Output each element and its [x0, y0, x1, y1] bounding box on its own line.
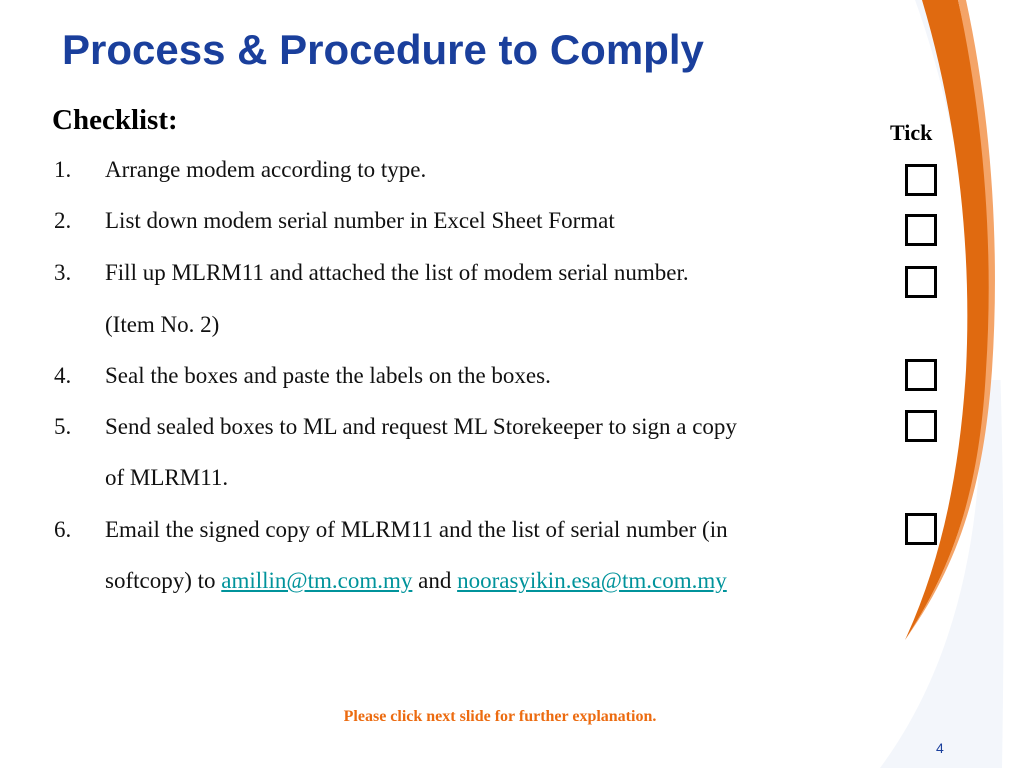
tick-checkbox-5[interactable]: [905, 410, 937, 442]
email-link-amillin[interactable]: amillin@tm.com.my: [221, 568, 413, 593]
tick-column-header: Tick: [890, 120, 933, 145]
item-text: Send sealed boxes to ML and request ML Storekeeper to sign a copy: [105, 414, 737, 439]
item-text: Fill up MLRM11 and attached the list of modem serial number.: [105, 260, 689, 285]
item-number: 3.: [54, 260, 72, 285]
connector-text: and: [412, 568, 458, 593]
item-text: Arrange modem according to type.: [105, 157, 427, 182]
tick-checkbox-4[interactable]: [905, 359, 937, 391]
footer-note: Please click next slide for further explanation.: [343, 708, 657, 725]
item-text: Email the signed copy of MLRM11 and the list of serial number (in: [105, 517, 728, 542]
item-number: 4.: [54, 363, 72, 388]
email-link-noorasyikin[interactable]: noorasyikin.esa@tm.com.my: [457, 568, 727, 593]
item-number: 2.: [54, 208, 72, 233]
item-number: 1.: [54, 157, 72, 182]
item-text: [105, 569, 727, 592]
item-text: (Item No. 2): [105, 312, 220, 337]
page-number: 4: [936, 740, 944, 756]
item-text: of MLRM11.: [105, 465, 229, 490]
tick-checkbox-1[interactable]: [905, 164, 937, 196]
item-number: 6.: [54, 517, 72, 542]
tick-checkbox-6[interactable]: [905, 513, 937, 545]
checklist-heading: Checklist:: [52, 104, 178, 136]
tick-checkbox-3[interactable]: [905, 266, 937, 298]
item-text: List down modem serial number in Excel Sheet Format: [105, 208, 615, 233]
page-title: Process & Procedure to Comply: [62, 26, 704, 73]
item-number: 5.: [54, 414, 72, 439]
item-text: Seal the boxes and paste the labels on the boxes.: [105, 363, 551, 388]
tick-checkbox-2[interactable]: [905, 214, 937, 246]
softcopy-prefix: softcopy) to: [105, 568, 222, 593]
